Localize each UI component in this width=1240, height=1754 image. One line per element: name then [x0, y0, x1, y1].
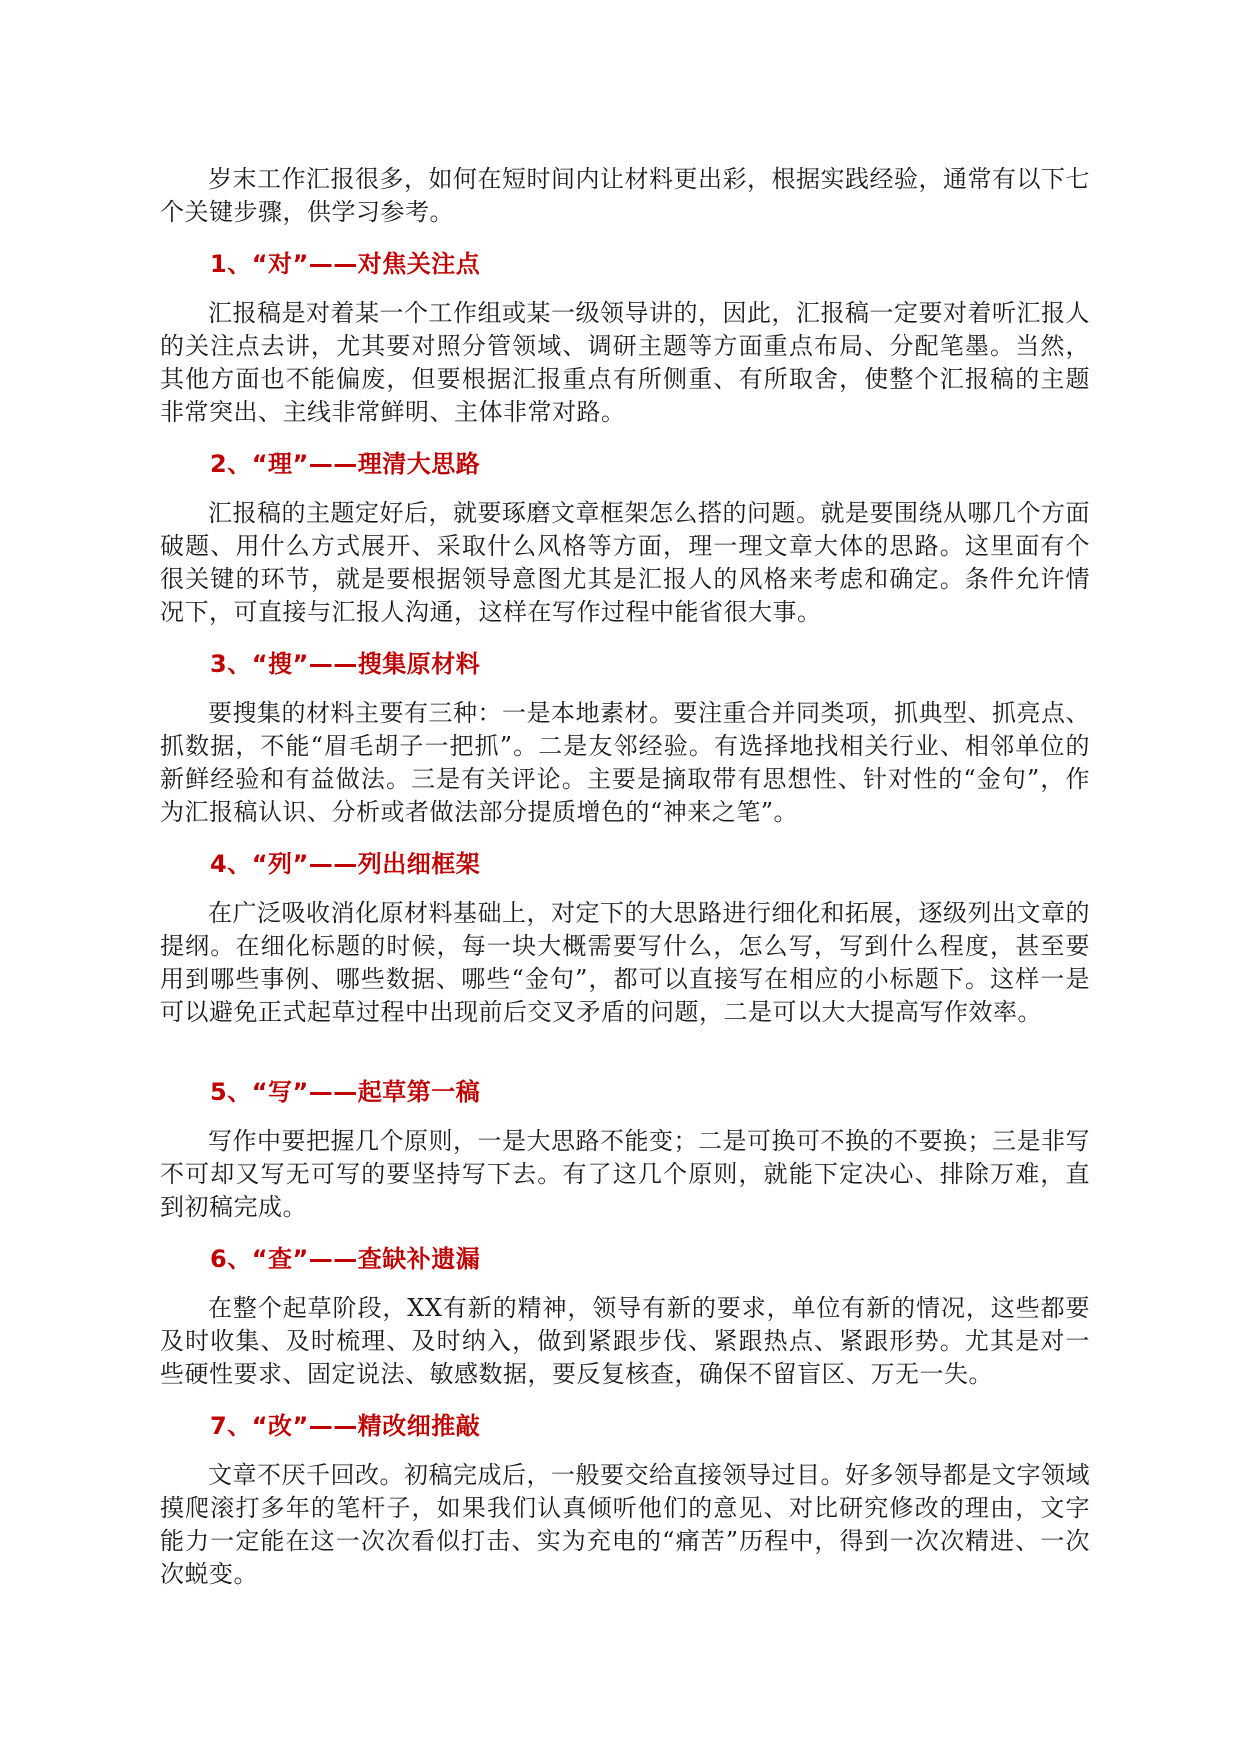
section-heading-7: 7、“改”——精改细推敲 [210, 1412, 481, 1440]
section-heading-1: 1、“对”——对焦关注点 [210, 250, 481, 278]
section-body-2: 汇报稿的主题定好后，就要琢磨文章框架怎么搭的问题。就是要围绕从哪几个方面破题、用什么方式展开、采取什么风格等方面，理一理文章大体的思路。这里面有个很关键的环节，就是要根据领导意图尤其是汇报人的风格来考虑和确定。条件允许情况下，可直接与汇报人沟通，这样在写作过程中能省很大事。 [160, 499, 1090, 626]
section-heading-3: 3、“搜”——搜集原材料 [210, 650, 481, 678]
section-heading-6: 6、“查”——查缺补遗漏 [210, 1245, 481, 1273]
section-body-4: 在广泛吸收消化原材料基础上，对定下的大思路进行细化和拓展，逐级列出文章的提纲。在细化标题的时候，每一块大概需要写什么，怎么写，写到什么程度，甚至要用到哪些事例、哪些数据、哪些“金句”，都可以直接写在相应的小标题下。这样一是可以避免正式起草过程中出现前后交叉矛盾的问题，二是可以大大提高写作效率。 [160, 899, 1090, 1026]
section-heading-4: 4、“列”——列出细框架 [210, 850, 481, 878]
document-body [160, 163, 1090, 1591]
section-body-1: 汇报稿是对着某一个工作组或某一级领导讲的，因此，汇报稿一定要对着听汇报人的关注点去讲，尤其要对照分管领域、调研主题等方面重点布局、分配笔墨。当然，其他方面也不能偏废，但要根据汇报重点有所侧重、有所取舍，使整个汇报稿的主题非常突出、主线非常鲜明、主体非常对路。 [160, 299, 1090, 426]
section-body-5: 写作中要把握几个原则，一是大思路不能变；二是可换可不换的不要换；三是非写不可却又写无可写的要坚持写下去。有了这几个原则，就能下定决心、排除万难，直到初稿完成。 [160, 1127, 1090, 1221]
section-heading-2: 2、“理”——理清大思路 [210, 450, 481, 478]
section-body-6: 在整个起草阶段，XX有新的精神，领导有新的要求，单位有新的情况，这些都要及时收集、及时梳理、及时纳入，做到紧跟步伐、紧跟热点、紧跟形势。尤其是对一些硬性要求、固定说法、敏感数据，要反复核查，确保不留盲区、万无一失。 [160, 1294, 1090, 1388]
section-body-3: 要搜集的材料主要有三种：一是本地素材。要注重合并同类项，抓典型、抓亮点、抓数据，不能“眉毛胡子一把抓”。二是友邻经验。有选择地找相关行业、相邻单位的新鲜经验和有益做法。三是有关评论。主要是摘取带有思想性、针对性的“金句”，作为汇报稿认识、分析或者做法部分提质增色的“神来之笔”。 [160, 699, 1090, 826]
section-heading-5: 5、“写”——起草第一稿 [210, 1078, 481, 1106]
section-body-7: 文章不厌千回改。初稿完成后，一般要交给直接领导过目。好多领导都是文字领域摸爬滚打多年的笔杆子，如果我们认真倾听他们的意见、对比研究修改的理由，文字能力一定能在这一次次看似打击、实为充电的“痛苦”历程中，得到一次次精进、一次次蜕变。 [160, 1461, 1090, 1588]
blank-line [160, 1029, 1090, 1057]
intro-paragraph: 岁末工作汇报很多，如何在短时间内让材料更出彩，根据实践经验，通常有以下七个关键步骤，供学习参考。 [160, 165, 1090, 226]
